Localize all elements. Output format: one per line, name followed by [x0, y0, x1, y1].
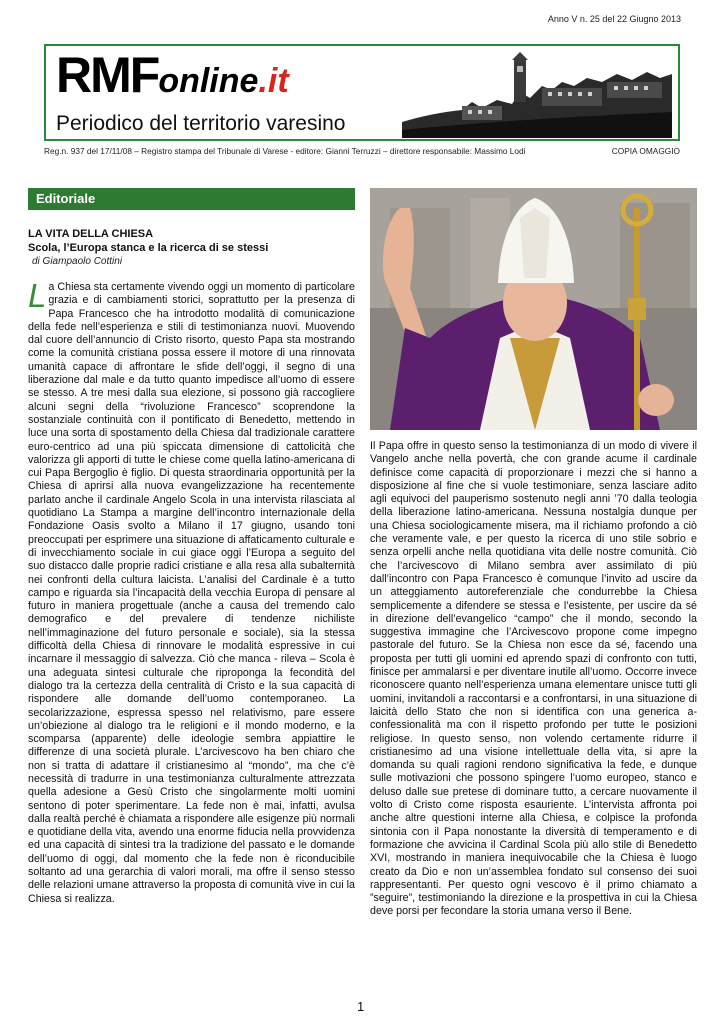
issue-info: Anno V n. 25 del 22 Giugno 2013 — [547, 14, 681, 24]
section-header: Editoriale — [28, 188, 355, 210]
article-author: di Giampaolo Cottini — [32, 256, 123, 267]
logo-rmf: RMF — [56, 47, 159, 103]
article-body-left — [28, 277, 355, 906]
logo-online: online — [158, 62, 259, 100]
drop-cap: L — [28, 277, 47, 314]
article-body-right: Il Papa offre in questo senso la testimonianza di un modo di vivere il Vangelo anche nella povertà, che con grande acume il cardinale definisce come capacità di proporzionare i mezzi che si hanno a disposizione al fine che si vuole testimoniare, senza lasciare adito agli equivoci del pauperismo sostenuto negli anni ’70 dalla teologia della liberazione latino-americana. Nessuna nostalgia dunque per una Chiesa sociologicamente misera, ma il richiamo profondo a ciò che veramente vale, e per questo la ricerca di uno stile sobrio e senza orpelli anche nella quotidiana vita delle nostre comunità. Ciò che l’arcivescovo di Milano sembra aver assimilato di più dall’incontro con Papa Francesco è comunque l’invito ad uscire da un atteggiamento autoreferenziale che condurrebbe la Chiesa semplicemente a difendere se stessa e l’esistente, per uscire da sé in direzione dell’evangelico “campo” che il mondo, secondo la suggestiva immagine che l’Arcivescovo propone come impegno pastorale del futuro. Se la Chiesa non esce da sé, facendo una proposta per tutti gli uomini ed aprendo spazi di confronto con tutti, finisce per ammalarsi e per diventare inutile all’uomo. Occorre invece riconoscere quanto nell’esperienza umana elementare unisce tutti gli uomini, invitandoli a raccontarsi e a confrontarsi, in una situazione di laicità dello Stato che non si identifica con una generica a-confessionalità ma con il rispetto profondo per tutte le posizioni religiose. In questo senso, non volendo certamente ridurre il cristianesimo ad una visione intellettuale della vita, si apre la domanda su quali ragioni rendono significativa la fede, e dunque sulle motivazioni che possono spingere l’uomo europeo, stanco e deluso dalle sue pretese di dominare tutto, a cercare nuovamente il volto di Cristo come risposta esauriente. L’intervista affronta poi anche altre questioni interne alla Chiesa, e colpisce la profonda sintonia con il Papa nonostante la diversità di temperamento e di formazione che avvicina il Cardinal Scola più allo stile di Benedetto XVI, mostrando in maniera inequivocabile che la Chiesa è luogo creato da Dio e non un’assemblea fondato sul consenso dei suoi rappresentanti. Per questo ogni vescovo è il primo chiamato a ”seguire”, testimoniando la direzione e la prospettiva in cui la Chiesa deve porsi per fecondare la storia umana verso il Bene. — [370, 440, 697, 918]
article-kicker: LA VITA DELLA CHIESA — [28, 228, 154, 240]
copy-label: COPIA OMAGGIO — [611, 146, 680, 156]
masthead-subtitle: Periodico del territorio varesino — [56, 112, 346, 135]
cardinal-photo — [370, 188, 697, 430]
masthead — [44, 44, 680, 141]
site-logo — [56, 47, 289, 103]
page-number: 1 — [357, 999, 365, 1014]
left-column — [28, 188, 355, 906]
cardinal-illustration — [370, 188, 697, 430]
registration-line — [44, 146, 680, 156]
logo-it: .it — [258, 62, 289, 100]
article-headline: Scola, l’Europa stanca e la ricerca di se stessi — [28, 242, 269, 254]
registration-text: Reg.n. 937 del 17/11/08 – Registro stampa del Tribunale di Varese - editore: Gianni Terruzzi – direttore responsabile: Massimo Lodi — [44, 146, 526, 156]
left-text: a Chiesa sta certamente vivendo oggi un momento di particolare grazia e di cambiamenti storici, soprattutto per la presenza di Papa Francesco che ha introdotto modalità di comunicazione della fede nell’esperienza e stili di testimonianza nuovi. Muovendo dal cuore dell’annuncio di Cristo risorto, questo Papa sta mostrando come la comunità cristiana possa essere il motore di una rinnovata umanità capace di affrontare le sfide dell’oggi, il segno di una liberazione dal male e da tutto quanto impedisce all’uomo di essere se stesso. A tre mesi dalla sua elezione, si possono già raccogliere alcuni segni della “rivoluzione Francesco” scoprendone la sostanziale continuità con il pontificato di Benedetto, mettendo in luce una sorta di spostamento della Chiesa dal tradizionale carattere euro-centrico ad una più spiccata dimensione di cattolicità che valorizza gli apporti di tutte le chiese come quella latino-americana di cui Papa Bergoglio è figlio. Di questa straordinaria opportunità per la Chiesa di aprirsi alla nuova evangelizzazione ha recentemente parlato anche il cardinale Angelo Scola in una intervista rilasciata al quotidiano La Stampa a margine dell’incontro internazionale della Fondazione Oasis svolto a Milano il 17 giugno, usando toni preoccupati per esprimere una situazione di affaticamento culturale e di invecchiamento sociale in cui giace oggi l’Europa a seguito del suo distacco dalle proprie radici cristiane e alla resa alla subalternità nei confronti della cultura laicista. L’analisi del Cardinale è a tutto campo e riguarda sia l’incapacità della vecchia Europa di pensare al futuro in maniera progettuale (anche a causa del tremendo calo demografico e del prevalere di tendenze nichiliste nell’immaginazione del futuro personale e sociale), sia la stessa difficoltà della Chiesa di rinnovare le modalità espressive in cui incarnare il messaggio di salvezza. Ciò che manca - rileva – Scola è una adeguata sintesi culturale che riproponga la fecondità del dialogo tra la certezza della centralità di Cristo e la sua capacità di rispondere alle domande dell’uomo contemporaneo. La secolarizzazione, espressa spesso nel relativismo, pare essere un’obiezione al dialogo tra le religioni e il mondo moderno, e la scomparsa (apparente) delle ideologie sembra appiattire le differenze di una società plurale. L’arcivescovo ha ben chiaro che non si tratta di adattare il cristianesimo al “mondo”, ma che c’è necessità di tradurre in una testimonianza culturalmente attrezzata quella adesione a Gesù Cristo che singolarmente molti uomini sentono di poter sperimentare. La fede non è mai, infatti, avulsa dalla realtà perché è chiamata a rispondere alle esigenze più normali e quotidiane della vita, avendo una enorme fiducia nella provvidenza ed una capacità di sintesi tra la tradizione del passato e le domande dell’uomo di oggi, dal momento che la fede non è riconducibile soltanto ad una gerarchia di valori morali, ma offre il senso stesso delle relazioni umane attraverso la proposta di comunità vive in cui la Chiesa si realizza. — [28, 281, 355, 905]
town-skyline-image — [402, 52, 672, 138]
right-column — [370, 188, 697, 919]
